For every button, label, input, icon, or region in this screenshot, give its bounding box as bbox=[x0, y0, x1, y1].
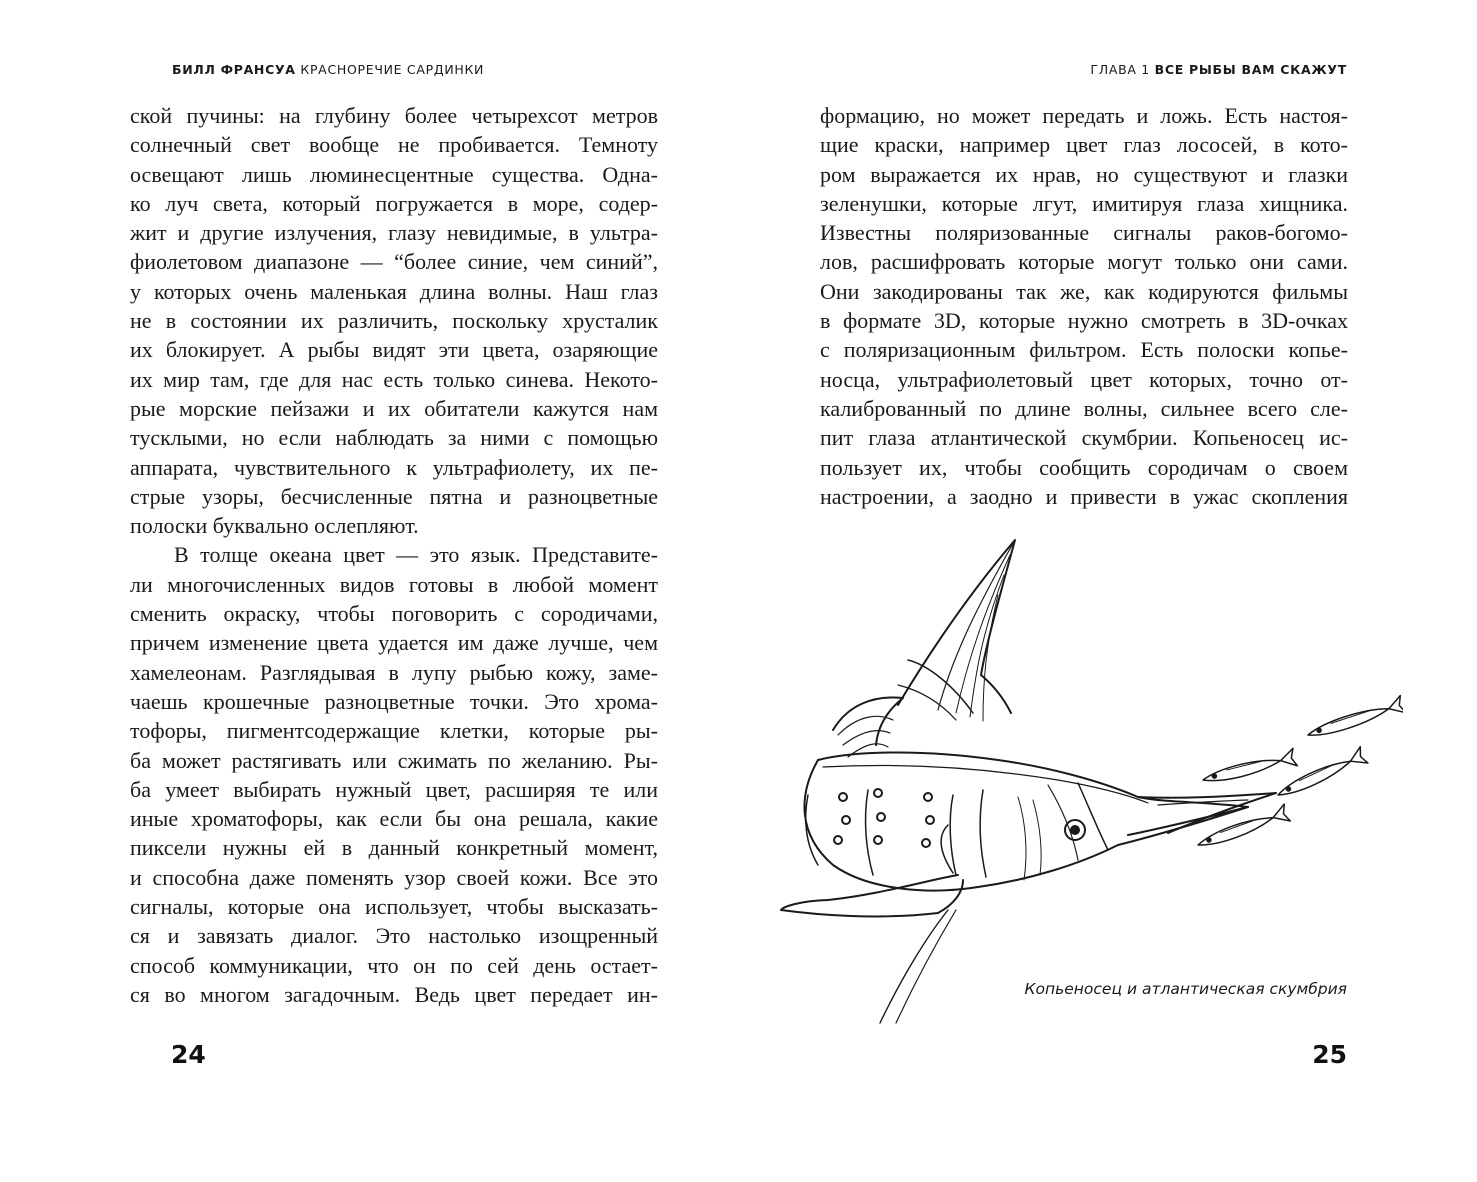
text-line: стрые узоры, бесчисленные пятна и разноцветные bbox=[130, 483, 658, 509]
text-line: фиолетовом диапазоне — “более синие, чем синий”, bbox=[130, 249, 658, 275]
marlin-illustration bbox=[778, 535, 1403, 1030]
text-line: пит глаза атлантической скумбрии. Копьеносец ис- bbox=[820, 425, 1348, 451]
text-line: Они закодированы так же, как кодируются фильмы bbox=[820, 278, 1348, 304]
text-line: причем изменение цвета удается им даже лучше, чем bbox=[130, 630, 658, 656]
text-line: тофоры, пигментсодержащие клетки, которые ры- bbox=[130, 718, 658, 744]
right-running-head bbox=[1090, 62, 1347, 77]
text-line: пиксели нужны ей в данный конкретный момент, bbox=[130, 835, 658, 861]
page-number: 25 bbox=[1312, 1040, 1347, 1069]
marlin-body bbox=[804, 760, 1248, 891]
text-line: ром выражается их нрав, но существуют и глазки bbox=[820, 161, 1348, 187]
running-head-book-title: КРАСНОРЕЧИЕ САРДИНКИ bbox=[300, 62, 485, 77]
text-line: ба умеет выбирать нужный цвет, расширяя те или bbox=[130, 776, 658, 802]
mackerel-3 bbox=[1274, 747, 1368, 803]
text-line: Известны поляризованные сигналы раков-богомо- bbox=[820, 220, 1348, 246]
page-number: 24 bbox=[171, 1040, 206, 1069]
text-line: зеленушки, которые лгут, имитируя глаза хищника. bbox=[820, 190, 1348, 216]
mackerel-1 bbox=[1305, 696, 1403, 744]
right-body-text bbox=[820, 101, 1348, 511]
running-head-chapter: ГЛАВА 1 bbox=[1090, 62, 1150, 77]
running-head-author: БИЛЛ ФРАНСУА bbox=[172, 62, 296, 77]
text-line: формацию, но может передать и ложь. Есть настоя- bbox=[820, 103, 1348, 128]
marlin-pectoral-fin bbox=[781, 875, 963, 916]
text-line: калиброванный по длине волны, сильнее всего сле- bbox=[820, 395, 1348, 421]
text-line: ко луч света, который погружается в море, содер- bbox=[130, 190, 658, 216]
text-line: настроении, а заодно и привести в ужас скопления bbox=[820, 483, 1348, 509]
text-line: с поляризационным фильтром. Есть полоски копье- bbox=[820, 337, 1348, 363]
text-line: их мир там, где для нас есть только синева. Некото- bbox=[130, 366, 658, 392]
mackerel-4 bbox=[1195, 804, 1290, 853]
marlin-rear-body bbox=[833, 697, 903, 745]
text-line: ли многочисленных видов готовы в любой момент bbox=[130, 571, 658, 597]
text-line: носца, ультрафиолетовый цвет которых, точно от- bbox=[820, 366, 1348, 392]
text-line: солнечный свет вообще не пробивается. Темноту bbox=[130, 132, 658, 158]
text-line: в формате 3D, которые нужно смотреть в 3D-очках bbox=[820, 308, 1348, 334]
text-line: не в состоянии их различить, поскольку хрусталик bbox=[130, 308, 658, 334]
text-line: щие краски, например цвет глаз лососей, в кото- bbox=[820, 132, 1348, 158]
text-line: и способна даже поменять узор своей кожи. Все это bbox=[130, 864, 658, 890]
marlin-dorsal-fin bbox=[898, 540, 1015, 713]
left-page bbox=[0, 0, 738, 1182]
text-line: В толще океана цвет — это язык. Представите- bbox=[174, 542, 658, 568]
illustration-caption: Копьеносец и атлантическая скумбрия bbox=[1024, 980, 1347, 998]
text-line: иные хроматофоры, как если бы она решала, какие bbox=[130, 806, 658, 832]
mackerel-2 bbox=[1201, 748, 1298, 788]
text-line: жит и другие излучения, глазу невидимые, в ультра- bbox=[130, 220, 658, 246]
running-head-chapter-title: ВСЕ РЫБЫ ВАМ СКАЖУТ bbox=[1154, 62, 1347, 77]
text-line: их блокирует. А рыбы видят эти цвета, озаряющие bbox=[130, 337, 658, 363]
left-body-text bbox=[130, 101, 658, 1009]
text-line: пользует их, чтобы сообщить сородичам о своем bbox=[820, 454, 1348, 480]
text-line: ся во многом загадочным. Ведь цвет передает ин- bbox=[130, 981, 658, 1007]
text-line: способ коммуникации, что он по сей день остает- bbox=[130, 952, 658, 978]
text-line: у которых очень маленькая длина волны. Наш глаз bbox=[130, 278, 658, 304]
text-line: ской пучины: на глубину более четырехсот метров bbox=[130, 103, 658, 128]
text-line: рые морские пейзажи и их обитатели кажутся нам bbox=[130, 395, 658, 421]
text-line: чаешь крошечные разноцветные точки. Это хрома- bbox=[130, 688, 658, 714]
text-line: освещают лишь люминесцентные существа. Одна- bbox=[130, 161, 658, 187]
text-line: ба может растягивать или сжимать по желанию. Ры- bbox=[130, 747, 658, 773]
text-line: ся и завязать диалог. Это настолько изощренный bbox=[130, 923, 658, 949]
left-running-head bbox=[172, 62, 484, 77]
text-line: сменить окраску, чтобы поговорить с сородичами, bbox=[130, 601, 658, 627]
text-line: аппарата, чувствительного к ультрафиолету, их пе- bbox=[130, 454, 658, 480]
text-line: сигналы, которые она использует, чтобы высказать- bbox=[130, 894, 658, 920]
text-line: тусклыми, но если наблюдать за ними с помощью bbox=[130, 425, 658, 451]
text-line: хамелеонам. Разглядывая в лупу рыбью кожу, заме- bbox=[130, 659, 658, 685]
text-line: лов, расшифровать которые могут только они сами. bbox=[820, 249, 1348, 275]
text-line: полоски буквально ослепляют. bbox=[130, 513, 419, 539]
